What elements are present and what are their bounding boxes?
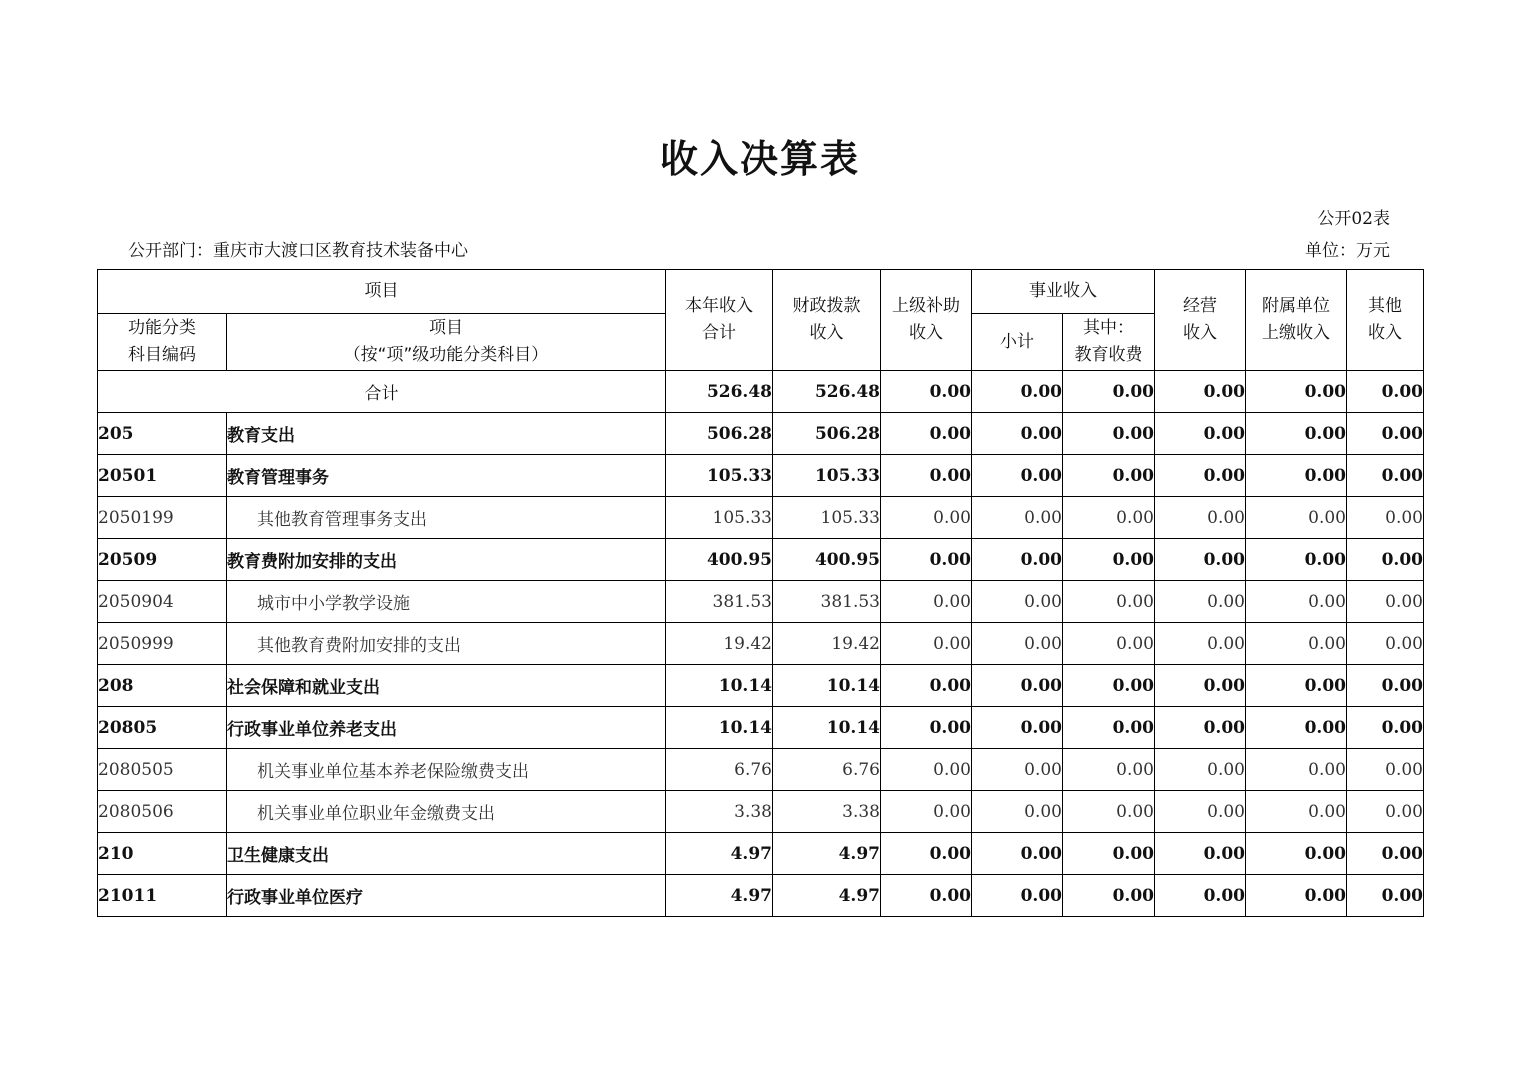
value-cell: 0.00 xyxy=(972,413,1063,455)
value-cell: 10.14 xyxy=(773,665,881,707)
table-row xyxy=(98,665,1424,707)
item-name: 机关事业单位职业年金缴费支出 xyxy=(227,791,666,833)
value-cell: 0.00 xyxy=(881,833,972,875)
function-code: 2050904 xyxy=(98,581,227,623)
value-cell: 0.00 xyxy=(881,707,972,749)
value-cell: 0.00 xyxy=(972,581,1063,623)
value-cell: 0.00 xyxy=(1347,791,1424,833)
value-cell: 0.00 xyxy=(1347,413,1424,455)
value-cell: 0.00 xyxy=(1063,707,1155,749)
value-cell: 0.00 xyxy=(881,875,972,917)
value-cell: 0.00 xyxy=(1063,581,1155,623)
value-cell: 0.00 xyxy=(1347,539,1424,581)
value-cell: 0.00 xyxy=(1347,455,1424,497)
value-cell: 0.00 xyxy=(972,749,1063,791)
value-cell: 0.00 xyxy=(972,623,1063,665)
value-cell: 6.76 xyxy=(666,749,773,791)
value-cell: 0.00 xyxy=(881,623,972,665)
value-cell: 0.00 xyxy=(972,497,1063,539)
value-cell: 0.00 xyxy=(1246,749,1347,791)
table-row xyxy=(98,413,1424,455)
value-cell: 10.14 xyxy=(666,707,773,749)
value-cell: 0.00 xyxy=(1155,455,1246,497)
value-cell: 0.00 xyxy=(1063,455,1155,497)
value-cell: 0.00 xyxy=(1246,791,1347,833)
header-subtotal: 小计 xyxy=(972,314,1063,371)
value-cell: 0.00 xyxy=(1155,707,1246,749)
value-cell: 0.00 xyxy=(1155,665,1246,707)
value-cell: 0.00 xyxy=(1246,539,1347,581)
value-cell: 0.00 xyxy=(881,497,972,539)
value-cell: 10.14 xyxy=(666,665,773,707)
function-code: 205 xyxy=(98,413,227,455)
value-cell: 381.53 xyxy=(666,581,773,623)
value-cell: 0.00 xyxy=(972,707,1063,749)
table-row xyxy=(98,623,1424,665)
header-project-group: 项目 xyxy=(98,270,666,314)
table-row xyxy=(98,875,1424,917)
value-cell: 0.00 xyxy=(1063,875,1155,917)
header-education-fee: 其中： 教育收费 xyxy=(1063,314,1155,371)
value-cell: 105.33 xyxy=(666,455,773,497)
value-cell: 0.00 xyxy=(1063,371,1155,413)
item-name: 教育管理事务 xyxy=(227,455,666,497)
value-cell: 0.00 xyxy=(1063,665,1155,707)
value-cell: 0.00 xyxy=(881,791,972,833)
value-cell: 0.00 xyxy=(1155,791,1246,833)
value-cell: 4.97 xyxy=(773,875,881,917)
value-cell: 4.97 xyxy=(773,833,881,875)
value-cell: 381.53 xyxy=(773,581,881,623)
value-cell: 0.00 xyxy=(1155,581,1246,623)
function-code: 208 xyxy=(98,665,227,707)
value-cell: 0.00 xyxy=(1155,539,1246,581)
value-cell: 0.00 xyxy=(1246,707,1347,749)
value-cell: 0.00 xyxy=(881,539,972,581)
value-cell: 0.00 xyxy=(1347,707,1424,749)
value-cell: 0.00 xyxy=(881,371,972,413)
function-code: 2080506 xyxy=(98,791,227,833)
function-code: 2050199 xyxy=(98,497,227,539)
value-cell: 0.00 xyxy=(1155,497,1246,539)
item-name: 行政事业单位养老支出 xyxy=(227,707,666,749)
item-name: 其他教育管理事务支出 xyxy=(227,497,666,539)
total-label: 合计 xyxy=(98,371,666,413)
value-cell: 0.00 xyxy=(1063,749,1155,791)
value-cell: 0.00 xyxy=(1347,875,1424,917)
value-cell: 0.00 xyxy=(1063,497,1155,539)
value-cell: 506.28 xyxy=(666,413,773,455)
item-name: 城市中小学教学设施 xyxy=(227,581,666,623)
value-cell: 0.00 xyxy=(1246,875,1347,917)
value-cell: 0.00 xyxy=(881,455,972,497)
table-row xyxy=(98,791,1424,833)
value-cell: 0.00 xyxy=(1063,413,1155,455)
value-cell: 0.00 xyxy=(1246,665,1347,707)
value-cell: 0.00 xyxy=(1246,581,1347,623)
header-career-income-group: 事业收入 xyxy=(972,270,1155,314)
item-name: 行政事业单位医疗 xyxy=(227,875,666,917)
item-name: 机关事业单位基本养老保险缴费支出 xyxy=(227,749,666,791)
value-cell: 0.00 xyxy=(881,413,972,455)
value-cell: 0.00 xyxy=(1347,749,1424,791)
total-row xyxy=(98,371,1424,413)
value-cell: 19.42 xyxy=(666,623,773,665)
value-cell: 105.33 xyxy=(773,497,881,539)
value-cell: 0.00 xyxy=(972,875,1063,917)
function-code: 2080505 xyxy=(98,749,227,791)
value-cell: 0.00 xyxy=(1347,665,1424,707)
item-name: 教育支出 xyxy=(227,413,666,455)
value-cell: 0.00 xyxy=(1347,581,1424,623)
form-number: 公开02表 xyxy=(1317,209,1390,229)
value-cell: 0.00 xyxy=(881,581,972,623)
value-cell: 6.76 xyxy=(773,749,881,791)
value-cell: 4.97 xyxy=(666,833,773,875)
value-cell: 0.00 xyxy=(972,539,1063,581)
value-cell: 0.00 xyxy=(1347,623,1424,665)
item-name: 教育费附加安排的支出 xyxy=(227,539,666,581)
header-business-income: 经营 收入 xyxy=(1155,270,1246,371)
value-cell: 0.00 xyxy=(1063,833,1155,875)
value-cell: 506.28 xyxy=(773,413,881,455)
table-row xyxy=(98,455,1424,497)
value-cell: 0.00 xyxy=(1246,455,1347,497)
table-row xyxy=(98,749,1424,791)
header-fiscal-appropriation: 财政拨款 收入 xyxy=(773,270,881,371)
value-cell: 0.00 xyxy=(972,665,1063,707)
table-row xyxy=(98,497,1424,539)
page-title: 收入决算表 xyxy=(659,137,860,181)
header-function-code: 功能分类 科目编码 xyxy=(98,314,227,371)
value-cell: 0.00 xyxy=(1155,833,1246,875)
value-cell: 526.48 xyxy=(773,371,881,413)
header-annual-total: 本年收入 合计 xyxy=(666,270,773,371)
value-cell: 105.33 xyxy=(666,497,773,539)
function-code: 21011 xyxy=(98,875,227,917)
table-row xyxy=(98,707,1424,749)
value-cell: 19.42 xyxy=(773,623,881,665)
table-row xyxy=(98,581,1424,623)
value-cell: 0.00 xyxy=(1246,833,1347,875)
header-affiliated-income: 附属单位 上缴收入 xyxy=(1246,270,1347,371)
function-code: 20501 xyxy=(98,455,227,497)
value-cell: 0.00 xyxy=(1063,791,1155,833)
value-cell: 0.00 xyxy=(1155,623,1246,665)
value-cell: 3.38 xyxy=(666,791,773,833)
function-code: 20509 xyxy=(98,539,227,581)
value-cell: 0.00 xyxy=(972,833,1063,875)
value-cell: 10.14 xyxy=(773,707,881,749)
department-label: 公开部门：重庆市大渡口区教育技术装备中心 xyxy=(128,241,468,261)
value-cell: 0.00 xyxy=(1347,497,1424,539)
value-cell: 3.38 xyxy=(773,791,881,833)
value-cell: 0.00 xyxy=(1155,413,1246,455)
value-cell: 0.00 xyxy=(972,371,1063,413)
unit-label: 单位：万元 xyxy=(1305,241,1390,261)
value-cell: 0.00 xyxy=(972,791,1063,833)
income-settlement-table xyxy=(97,269,1424,917)
value-cell: 105.33 xyxy=(773,455,881,497)
function-code: 2050999 xyxy=(98,623,227,665)
value-cell: 0.00 xyxy=(1246,371,1347,413)
item-name: 社会保障和就业支出 xyxy=(227,665,666,707)
header-superior-subsidy: 上级补助 收入 xyxy=(881,270,972,371)
value-cell: 4.97 xyxy=(666,875,773,917)
value-cell: 526.48 xyxy=(666,371,773,413)
value-cell: 0.00 xyxy=(881,749,972,791)
value-cell: 0.00 xyxy=(1246,413,1347,455)
value-cell: 0.00 xyxy=(1155,371,1246,413)
function-code: 210 xyxy=(98,833,227,875)
value-cell: 0.00 xyxy=(972,455,1063,497)
function-code: 20805 xyxy=(98,707,227,749)
value-cell: 0.00 xyxy=(1347,833,1424,875)
value-cell: 0.00 xyxy=(1063,539,1155,581)
table-row xyxy=(98,539,1424,581)
header-item: 项目 （按“项”级功能分类科目） xyxy=(227,314,666,371)
value-cell: 0.00 xyxy=(881,665,972,707)
value-cell: 0.00 xyxy=(1246,623,1347,665)
value-cell: 400.95 xyxy=(773,539,881,581)
value-cell: 0.00 xyxy=(1155,749,1246,791)
header-other-income: 其他 收入 xyxy=(1347,270,1424,371)
value-cell: 0.00 xyxy=(1155,875,1246,917)
value-cell: 0.00 xyxy=(1347,371,1424,413)
table-row xyxy=(98,833,1424,875)
value-cell: 0.00 xyxy=(1063,623,1155,665)
value-cell: 0.00 xyxy=(1246,497,1347,539)
item-name: 其他教育费附加安排的支出 xyxy=(227,623,666,665)
item-name: 卫生健康支出 xyxy=(227,833,666,875)
value-cell: 400.95 xyxy=(666,539,773,581)
